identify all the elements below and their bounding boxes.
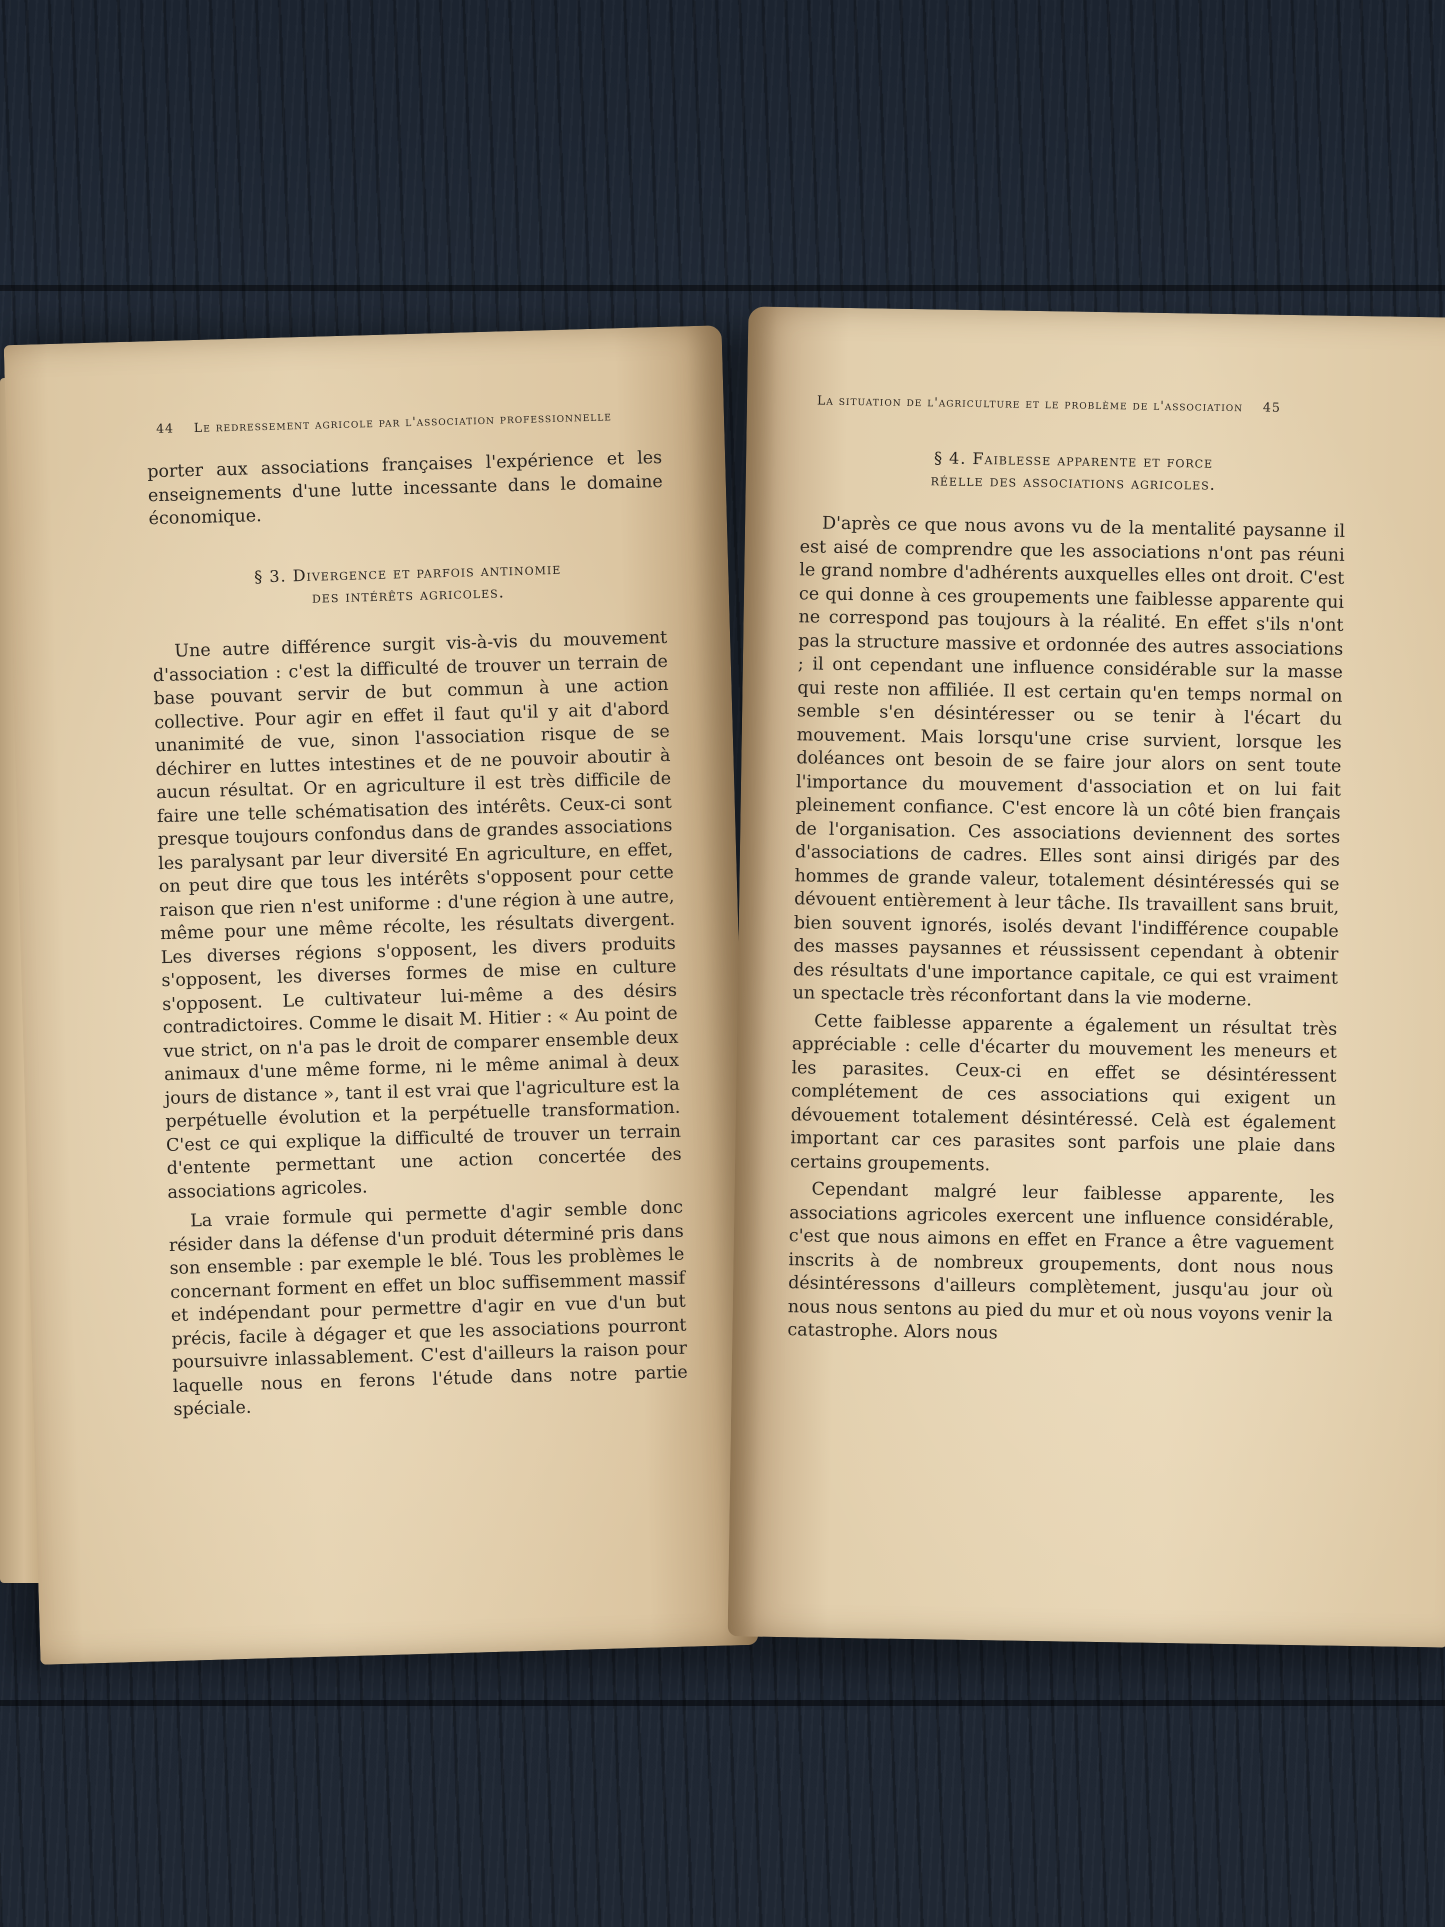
left-continuation-text	[147, 447, 664, 532]
right-running-title: La situation de l'agriculture et le problème de l'association	[816, 392, 1244, 415]
left-page-number: 44	[155, 420, 175, 437]
right-section-title-line2: réelle des associations agricoles.	[930, 470, 1216, 494]
left-section-title	[150, 555, 666, 613]
right-body-text	[787, 512, 1345, 1351]
left-section-title-line1: § 3. Divergence et parfois antinomie	[253, 558, 562, 587]
table-plank-seam	[0, 1700, 1445, 1706]
right-paragraph-2: Cette faiblesse apparente a également un résultat très appréciable : celle d'écarter du mouvement les meneurs et les parasites. Ceux-ci en effet se désintéressent complétement de ces associations qui exigent un dévouement totalement désintéressé. Celà est également important car ces parasites sont parfois une plaie dans certains groupements.	[789, 1011, 1338, 1175]
left-section-title-line2: des intérêts agricoles.	[311, 582, 505, 607]
left-running-title: Le redressement agricole par l'association professionnelle	[193, 408, 613, 436]
left-body-text	[152, 627, 689, 1423]
right-running-head	[817, 393, 1281, 415]
left-continuation-paragraph: porter aux associations françaises l'expérience et les enseignements d'une lutte incessante dans le domaine économique.	[147, 447, 664, 530]
table-plank-seam	[0, 285, 1445, 291]
right-section-title-line1: § 4. Faiblesse apparente et force	[933, 448, 1214, 472]
right-paragraph-3: Cependant malgré leur faiblesse apparente, les associations agricoles exercent une influence considérable, c'est que nous aimons en effet en France a être vaguement inscrits à de nombreux groupements, dont nous nous désintéressons d'ailleurs complètement, jusqu'au jour où nous nous sentons au pied du mur et où nous voyons venir la catastrophe. Alors nous	[787, 1179, 1335, 1344]
right-page	[728, 306, 1445, 1647]
left-paragraph-1: Une autre différence surgit vis-à-vis du mouvement d'association : c'est la difficulté de trouver un terrain de base pouvant servir de but commun à une action collective. Pour agir en effet il faut qu'il y ait d'abord unanimité de vue, sinon l'association risque de se déchirer en luttes intestines et de ne pouvoir aboutir à aucun résultat. Or en agriculture il est très difficile de faire une telle schématisation des intérêts. Ceux-ci sont presque toujours confondus dans de grandes associations les paralysant par leur diversité En agriculture, en effet, on peut dire que tous les intérêts s'opposent pour cette raison que rien n'est uniforme : d'une région à une autre, même pour une même récolte, les résultats divergent. Les diverses régions s'opposent, les divers produits s'opposent, les diverses formes de mise en culture s'opposent. Le cultivateur lui-même a des désirs contradictoires. Comme le disait M. Hitier : « Au point de vue strict, on n'a pas le droit de comparer ensemble deux animaux d'une même forme, ni le même animal à deux jours de distance », tant il est vrai que l'agriculture est la perpétuelle évolution et la perpétuelle transformation. C'est ce qui explique la difficulté de trouver un terrain d'entente permettant une action concertée des associations agricoles.	[152, 627, 682, 1203]
left-paragraph-2: La vraie formule qui permette d'agir semble donc résider dans la défense d'un produit déterminé pris dans son ensemble : par exemple le blé. Tous les problèmes le concernant forment en effet un bloc suffisemment massif et indépendant pour permettre d'agir en vue d'un but précis, facile à dégager et que les associations pourront poursuivre inlassablement. C'est d'ailleurs la raison pour laquelle nous en ferons l'étude dans notre partie spéciale.	[168, 1197, 688, 1420]
right-page-number: 45	[1262, 399, 1281, 415]
left-page	[4, 325, 759, 1665]
right-section-title	[801, 445, 1347, 498]
right-paragraph-1: D'après ce que nous avons vu de la mentalité paysanne il est aisé de comprendre que les associations n'ont pas réuni le grand nombre d'adhérents auxquelles elles ont droit. C'est ce qui donne à ces groupements une faiblesse apparente qui ne correspond pas toujours à la réalité. En effet s'ils n'ont pas la structure massive et ordonnée des autres associations ; il ont cependant une influence considérable sur la masse qui reste non affiliée. Il est certain qu'en temps normal on semble s'en désintéresser ou se tenir à l'écart du mouvement. Mais lorsqu'une crise survient, lorsque les doléances ont besoin de se faire jour alors on sent toute l'importance du mouvement d'association et on lui fait pleinement confiance. C'est encore là un côté bien français de l'organisation. Ces associations deviennent des sortes d'associations de cadres. Elles sont ainsi dirigés par des hommes de grande valeur, totalement désintéressés qui se dévouent entièrement à leur tâche. Ils travaillent sans bruit, bien souvent ignorés, isolés devant l'indifférence coupable des masses paysannes et réussissent cependant à obtenir des résultats d'une importance capitale, ce qui est vraiment un spectacle très réconfortant dans la vie moderne.	[792, 513, 1346, 1011]
left-running-head	[156, 408, 612, 436]
